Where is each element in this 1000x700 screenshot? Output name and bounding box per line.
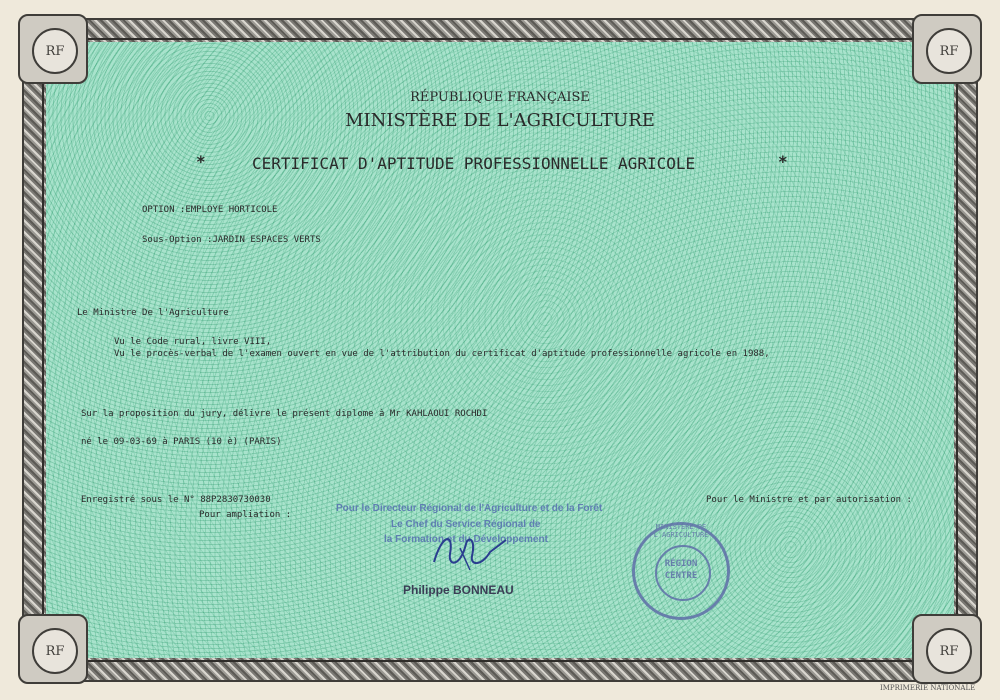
ministry-seal — [632, 522, 730, 620]
seal-centre: CENTRE — [664, 571, 698, 581]
handwritten-signature — [420, 526, 510, 576]
certificate-title: CERTIFICAT D'APTITUDE PROFESSIONNELLE AGRICOLE — [252, 154, 696, 173]
proposition-line: Sur la proposition du jury, délivre le présent diplome à Mr KAHLAOUI ROCHDI — [81, 409, 488, 419]
printer-mark: IMPRIMERIE NATIONALE — [880, 684, 976, 692]
birth-line: né le 09-03-69 à PARIS (10 è) (PARIS) — [81, 437, 282, 447]
registration-line: Enregistré sous le N° 88P2830730030 — [81, 495, 271, 505]
corner-medallion-bottom-right — [912, 614, 982, 684]
option-line: OPTION :EMPLOYE HORTICOLE — [142, 205, 278, 215]
stamp-line-3: la Formation et du Développement — [384, 534, 548, 545]
seal-region: RÉGION — [664, 559, 698, 569]
signatory-name: Philippe BONNEAU — [403, 583, 514, 597]
ampliation-line: Pour ampliation : — [199, 510, 292, 520]
ministry-heading: MINISTÈRE DE L'AGRICULTURE — [345, 110, 655, 131]
republic-heading: RÉPUBLIQUE FRANÇAISE — [410, 90, 590, 105]
rf-medallion-icon: RF — [926, 28, 972, 74]
minister-line: Le Ministre De l'Agriculture — [77, 308, 229, 318]
code-rural-line: Vu le Code rural, livre VIII, — [114, 337, 272, 347]
stamp-line-2: Le Chef du Service Régional de — [391, 519, 541, 530]
sub-option-line: Sous-Option :JARDIN ESPACES VERTS — [142, 235, 321, 245]
stamp-line-1: Pour le Directeur Régional de l'Agriculture et de la Forêt — [336, 503, 603, 514]
rf-medallion-icon: RF — [32, 28, 78, 74]
star-left: * — [196, 152, 206, 171]
corner-medallion-bottom-left — [18, 614, 88, 684]
rf-medallion-icon: RF — [926, 628, 972, 674]
proces-verbal-line: Vu le procès-verbal de l'examen ouvert en vue de l'attribution du certificat d'aptitude professionnelle agricole en 1988, — [114, 349, 770, 359]
seal-ring-text: MINISTÈRE DE L'AGRICULTURE — [653, 523, 709, 539]
authorization-line: Pour le Ministre et par autorisation : — [706, 495, 912, 505]
star-right: * — [778, 152, 788, 171]
corner-medallion-top-right — [912, 14, 982, 84]
corner-medallion-top-left — [18, 14, 88, 84]
rf-medallion-icon: RF — [32, 628, 78, 674]
